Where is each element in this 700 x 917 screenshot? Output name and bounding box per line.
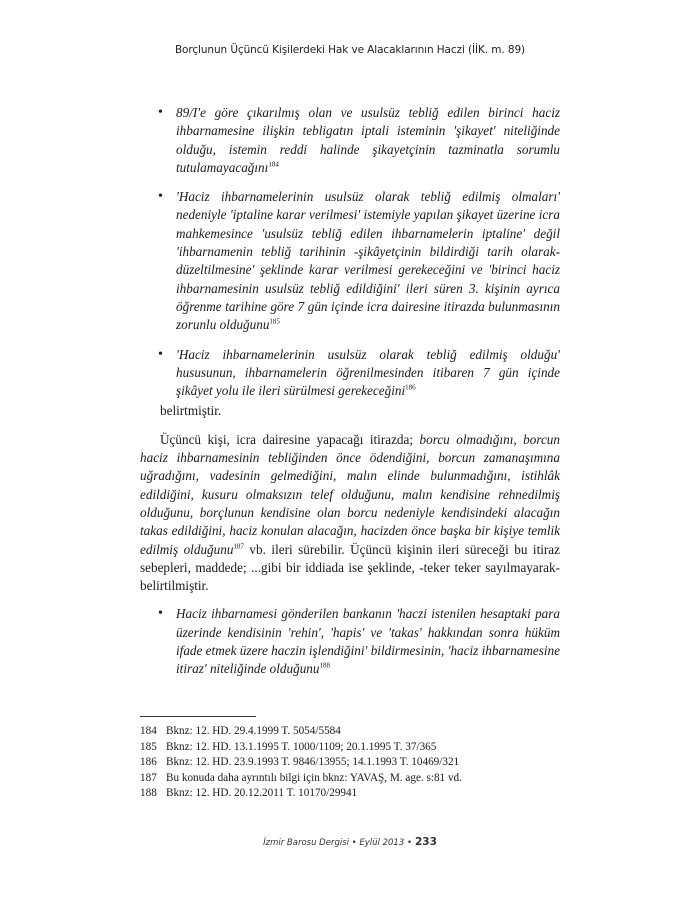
bullet-icon: • xyxy=(158,346,163,362)
italic-list: borcu olmadığını, borcun haciz ihbarnamesinin tebliğinden önce ödendiğini, borcun zamanaşımına uğradığını, vadesinin gelmediğini, malın elinde bulunmadığını, istihlâk edildiğini, kusuru olmaksızın telef olduğunu, malın kendisine rehnedilmiş olduğunu, borçlunun kendisine olan borcu nedeniyle kendisindeki alacağın takas edildiğini, haciz konulan alacağın, hacizden önce başka bir kişiye temlik edilmiş olduğunu xyxy=(140,431,560,557)
list-item xyxy=(140,605,560,678)
running-header: Borçlunun Üçüncü Kişilerdeki Hak ve Alacaklarının Haczi (İİK. m. 89) xyxy=(174,44,526,56)
footnote: 185 Bknz: 12. HD. 13.1.1995 T. 1000/1109; 20.1.1995 T. 37/365 xyxy=(140,740,437,753)
footnote-ref: 187 xyxy=(233,542,244,551)
bullet-text: Haciz ihbarnamesi gönderilen bankanın 'haczi istenilen hesaptaki para üzerinde kendisinin 'rehin', 'hapis' ve 'takas' hakkından sonra hüküm ifade etmek üzere haczin işlendiğini' bildirmesinin, 'haciz ihbarnamesine itiraz' niteliğinde olduğunu$^{188}$ xyxy=(176,606,560,677)
footnotes xyxy=(140,724,560,802)
footnote-divider xyxy=(140,716,256,717)
list-item xyxy=(140,188,560,334)
bullet-icon: • xyxy=(158,105,163,120)
footnote: 186 Bknz: 12. HD. 23.9.1993 T. 9846/13955; 14.1.1993 T. 10469/321 xyxy=(140,756,460,768)
footnote-ref: 184 xyxy=(268,160,279,169)
footnote-ref: 188 xyxy=(319,661,330,670)
closing-word: belirtmiştir. xyxy=(160,403,222,419)
bullet-text: 'Haciz ihbarnamelerinin usulsüz olarak tebliğ edilmiş olmaları' nedeniyle 'iptaline karar verilmesi' istemiyle yapılan şikayet üzerine icra mahkemesince 'usulsüz tebliğ edilen ihbarnamelerin iptaline' değil 'ihbarnamenin tebliğ tarihinin -şikâyetçinin bildirdiği tarih olarak- düzeltilmesine' şeklinde karar verilmesi gerekeceğini ve 'birinci haciz ihbarnamesinin usulsüz tebliğ edildiğini' ileri süren 3. kişinin ayrıca öğrenme tarihine göre 7 gün içinde icra dairesine itirazda bulunmasının zorunlu olduğunu$^{185}$ xyxy=(176,189,560,333)
footnote-ref: 185 xyxy=(269,317,280,326)
page-number: 233 xyxy=(414,836,437,848)
bullet-text: 'Haciz ihbarnamelerinin usulsüz olarak tebliğ edilmiş olduğu' hususunun, ihbarnamelerin öğrenilmesinden itibaren 7 gün içinde şikâyet yolu ile ileri sürülmesi gerekeceğini$^{186}$ xyxy=(176,346,560,399)
footnote: 187 Bu konuda daha ayrıntılı bilgi için bknz: YAVAŞ, M. age. s:81 vd. xyxy=(140,771,462,784)
footnote-ref: 186 xyxy=(405,383,416,392)
body-paragraph: Üçüncü kişi, icra dairesine yapacağı itirazda; borcu olmadığını, borcun haciz ihbarnamesinin tebliğinden önce ödendiğini, borcun zamanaşımına uğradığını, vadesinin gelmediğini, malın elinde bulunmadığını, istihlâk edildiğini, kusuru olmaksızın telef olduğunu, malın kendisine rehnedilmiş olduğunu, borçlunun kendisine olan borcu nedeniyle kendisindeki alacağın takas edildiğini, haciz konulan alacağın, hacizden önce başka bir kişiye temlik edilmiş olduğunu$^{187}$ vb. ileri sürebilir. Üçüncü kişinin ileri süreceği bu itiraz sebepleri, maddede; ...gibi bir iddiada ise şeklinde, -teker teker sayılmayarak- belirtilmiştir. xyxy=(140,431,560,594)
list-item xyxy=(140,346,560,401)
bullet-text: 89/I'e göre çıkarılmış olan ve usulsüz tebliğ edilen birinci haciz ihbarnamesine ilişkin tebligatın iptali isteminin 'şikayet' niteliğinde olduğu, istemin reddi halinde şikayetçinin tazminatla sorumlu tutulamayacağını$^{184}$ xyxy=(176,105,560,175)
footnote: 188 Bknz: 12. HD. 20.12.2011 T. 10170/29941 xyxy=(140,787,358,799)
list-item xyxy=(140,104,560,177)
footnote: 184 Bknz: 12. HD. 29.4.1999 T. 5054/5584 xyxy=(140,725,341,737)
main-content xyxy=(140,104,560,690)
bullet-icon: • xyxy=(158,606,163,622)
bullet-icon: • xyxy=(158,189,163,205)
page-footer xyxy=(0,836,700,848)
journal-name: İzmir Barosu Dergisi • Eylül 2013 • xyxy=(263,838,412,848)
